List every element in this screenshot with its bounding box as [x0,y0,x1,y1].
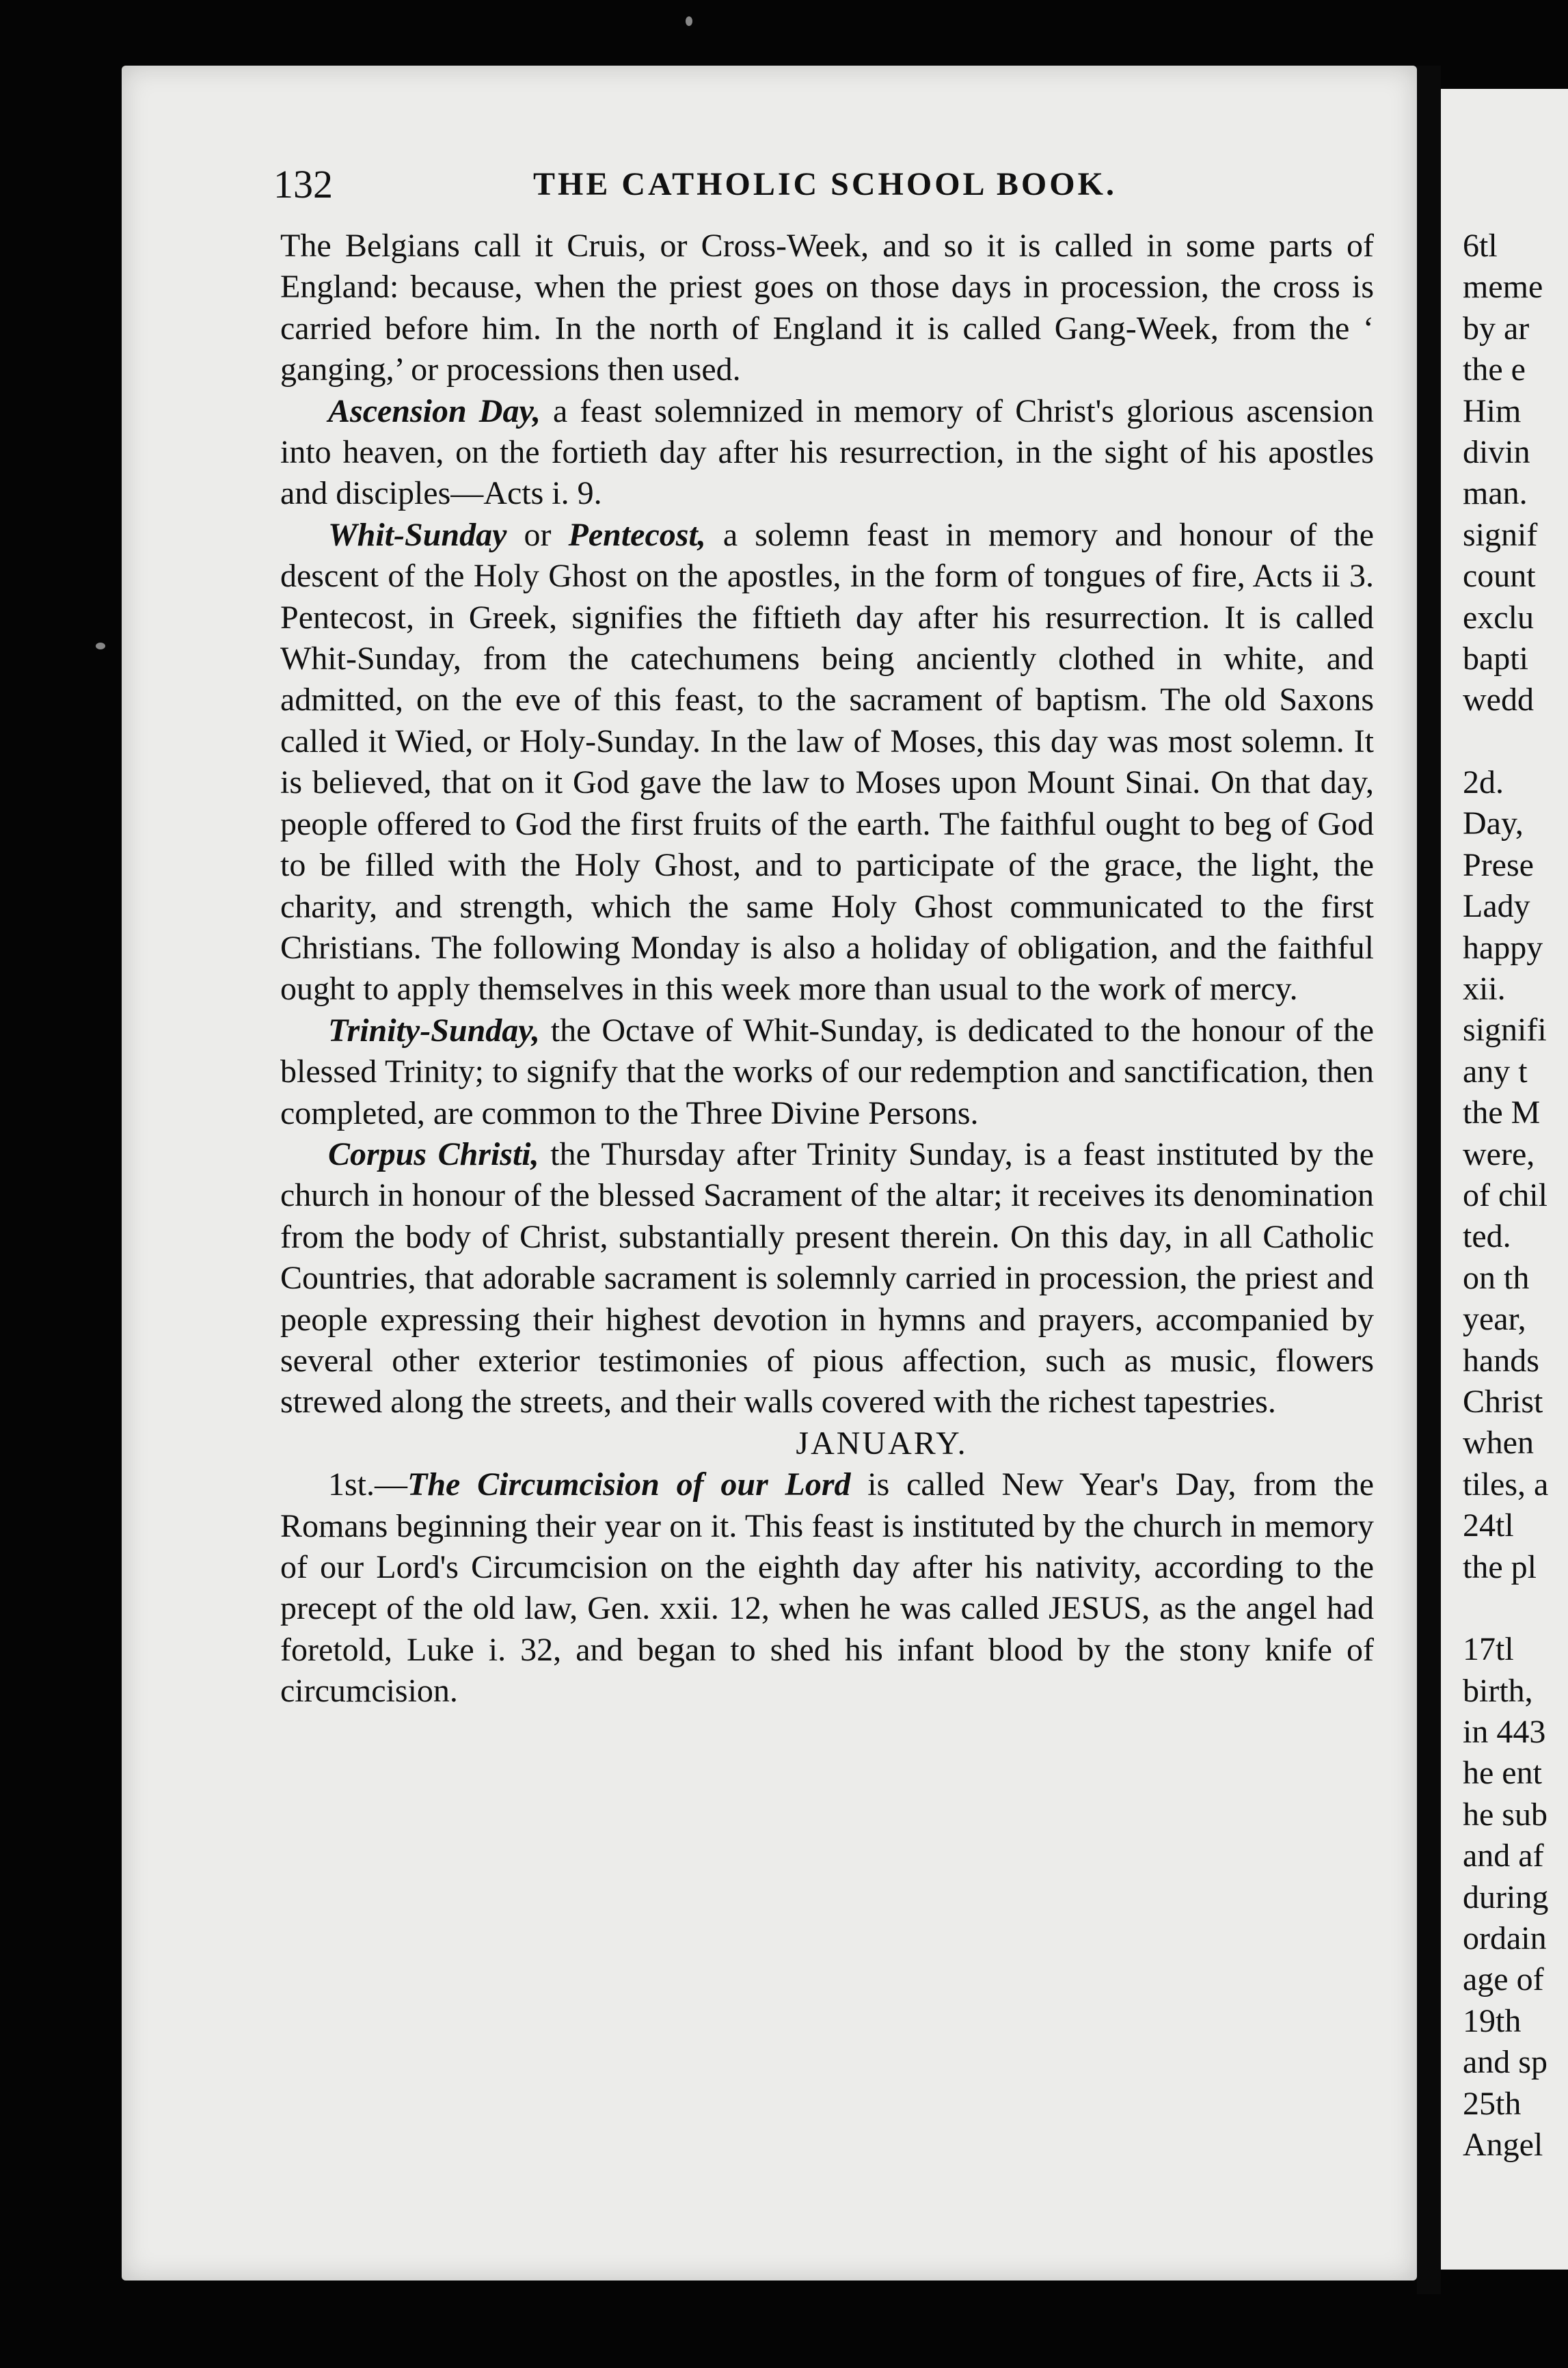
right-page-line: Lady [1463,888,1530,925]
right-page-line: year, [1463,1301,1526,1338]
page-header [273,161,1381,209]
right-page-line: Christ [1463,1383,1543,1420]
right-page-line: hands [1463,1342,1539,1379]
paragraph: 1st.—The Circumcision of our Lord is called New Year's Day, from the Romans beginning their year on it. This feast is instituted by the church in memory of our Lord's Circumcision on the eighth day after his nativity, according to the precept of the old law, Gen. xxii. 12, when he was called JESUS, as the angel had foretold, Luke i. 32, and began to shed his infant blood by the stony knife of circumcision. [280,1466,1375,1710]
right-page-line: 17tl [1463,1631,1514,1668]
page-number: 132 [273,162,333,206]
right-page-line: and af [1463,1838,1544,1874]
right-page-line: Prese [1463,846,1534,883]
right-page-line: wedd [1463,682,1534,718]
right-page-line: in 443 [1463,1714,1546,1751]
term: Trinity-Sunday, [328,1012,540,1049]
scan-speck [686,16,692,26]
right-page-line: Angel [1463,2126,1543,2163]
right-page-line: the pl [1463,1548,1537,1585]
paragraph: Whit-Sunday or Pentecost, a solemn feast in memory and honour of the descent of the Holy Ghost on the apostles, in the form of tongues of fire, Acts ii 3. Pentecost, in Greek, signifies the fiftieth day after his resurrection. It is called Whit-Sunday, from the catechumens being anciently clothed in white, and admitted, on the eve of this feast, to the sacrament of baptism. The old Saxons called it Wied, or Holy-Sunday. In the law of Moses, this day was most solemn. It is believed, that on it God gave the law to Moses upon Mount Sinai. On that day, people offered to God the first fruits of the earth. The faithful ought to beg of God to be filled with the Holy Ghost, and to participate of the grace, the light, the charity, and strength, which the same Holy Ghost communicated to the first Christians. The following Monday is also a holiday of obligation, and the faithful ought to apply themselves in this week more than usual to the work of mercy. [280,516,1375,1008]
book-gutter [1417,66,1441,2294]
paragraph: Ascension Day, a feast solemnized in memory of Christ's glorious ascension into heaven, on the fortieth day after his resurrection, in the sight of his apostles and disciples—Acts i. 9. [280,392,1374,512]
right-page-line: he sub [1463,1796,1547,1833]
right-page-line: by ar [1463,310,1530,347]
right-page-line: 19th [1463,2002,1522,2039]
right-page-line: any t [1463,1053,1528,1090]
right-page-line: meme [1463,269,1543,306]
right-page-line: of chil [1463,1176,1547,1213]
paragraph: Trinity-Sunday, the Octave of Whit-Sunday, is dedicated to the honour of the blessed Trinity; to signify that the works of our redemption and sanctification, then completed, are common to the Three Divine Persons. [280,1012,1374,1131]
right-page-line: divin [1463,433,1530,470]
term: Whit-Sunday [328,516,507,553]
term: Pentecost, [568,516,706,553]
right-page-line: Him [1463,392,1522,429]
right-page-line: exclu [1463,599,1534,636]
term: Ascension Day, [328,392,541,429]
right-page-line: tiles, a [1463,1466,1549,1503]
right-page-line: the M [1463,1094,1541,1131]
right-page-text [1463,226,1568,2166]
term: Corpus Christi, [328,1135,539,1172]
term: The Circumcision of our Lord [407,1466,851,1503]
right-page-line: ted. [1463,1218,1511,1255]
paragraph: The Belgians call it Cruis, or Cross-Week, and so it is called in some parts of England: because, when the priest goes on those days in procession, the cross is carried before him. In the north of England it is called Gang-Week, from the ‘ ganging,’ or processions then used. [280,228,1374,388]
right-page-line: when [1463,1425,1534,1462]
running-head: THE CATHOLIC SCHOOL BOOK. [533,166,1117,202]
right-page-line: signif [1463,516,1538,553]
right-page-line [1463,1588,1568,1629]
right-page-line: 6tl [1463,228,1498,264]
right-page-line: 2d. [1463,764,1504,801]
body-text [280,226,1374,1712]
right-page-line: ordain [1463,1920,1547,1957]
right-page-line: happy [1463,929,1543,966]
right-page-line: Day, [1463,805,1524,842]
right-page-line: he ent [1463,1755,1542,1792]
section-heading: JANUARY. [796,1425,968,1462]
right-page-line: birth, [1463,1672,1533,1709]
scan-speck [96,643,105,649]
right-page-line: on th [1463,1259,1530,1296]
right-page-line: bapti [1463,640,1528,677]
paragraph: Corpus Christi, the Thursday after Trinity Sunday, is a feast instituted by the church in honour of the blessed Sacrament of the altar; it receives its denomination from the body of Christ, substantially present therein. On this day, in all Catholic Countries, that adorable sacrament is solemnly carried in procession, the priest and people expressing their highest devotion in hymns and prayers, accompanied by several other exterior testimonies of pious affection, such as music, flowers strewed along the streets, and their walls covered with the richest tapestries. [280,1135,1374,1421]
right-page-line: the e [1463,351,1526,388]
right-page-line: during [1463,1879,1549,1915]
right-page-line: 24tl [1463,1507,1514,1544]
right-page-line: man. [1463,475,1528,512]
right-page-line: xii. [1463,971,1506,1008]
right-page-line: signifi [1463,1012,1547,1049]
right-page-line: count [1463,558,1536,595]
right-page-line [1463,721,1568,762]
right-page-line: were, [1463,1135,1535,1172]
right-page-line: age of [1463,1961,1544,1998]
right-page-line: and sp [1463,2044,1547,2081]
right-page-line: 25th [1463,2085,1522,2122]
